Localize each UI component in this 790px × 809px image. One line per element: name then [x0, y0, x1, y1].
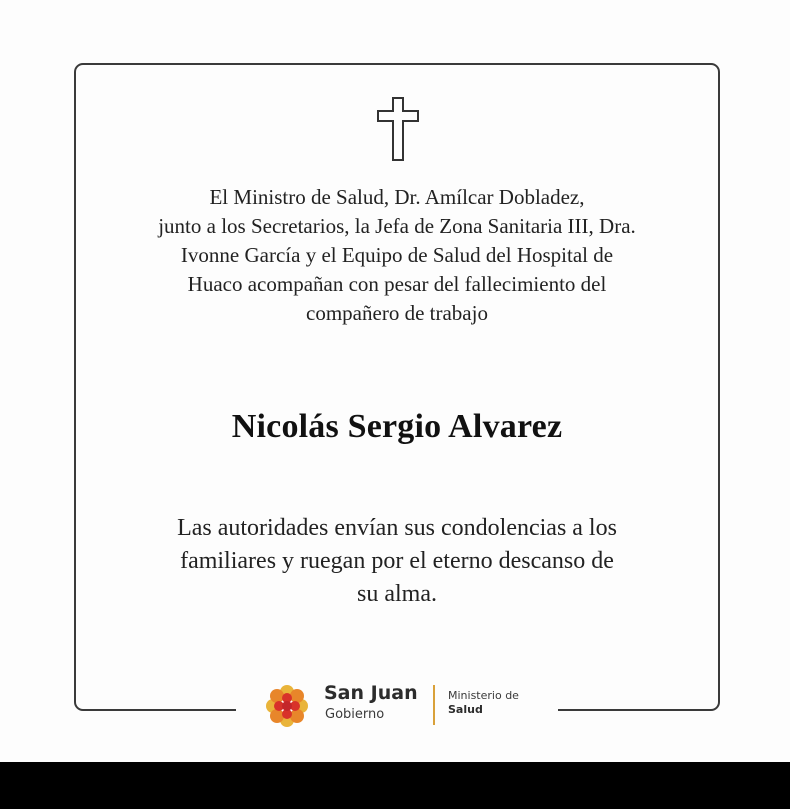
brand-subtitle: Gobierno [325, 707, 385, 722]
ministry-name: Salud [448, 703, 483, 716]
closing-text: Las autoridades envían sus condolencias a los familiares y ruegan por el eterno descanso de su alma. [177, 515, 617, 607]
brand-name: San Juan [324, 682, 418, 704]
cross-icon [377, 97, 419, 161]
san-juan-ministerio-logo [264, 682, 544, 732]
logo-divider [433, 685, 435, 725]
bottom-black-band [0, 762, 790, 809]
san-juan-emblem-icon [264, 683, 310, 729]
deceased-name: Nicolás Sergio Alvarez [231, 408, 563, 445]
intro-text: El Ministro de Salud, Dr. Amílcar Dobladez, junto a los Secretarios, la Jefa de Zona Sanitaria III, Dra. Ivonne García y el Equipo de Salud del Hospital de Huaco acompañan con pesar del fallecimiento del compañero de trabajo [158, 185, 636, 325]
ministry-label: Ministerio de [448, 689, 519, 702]
